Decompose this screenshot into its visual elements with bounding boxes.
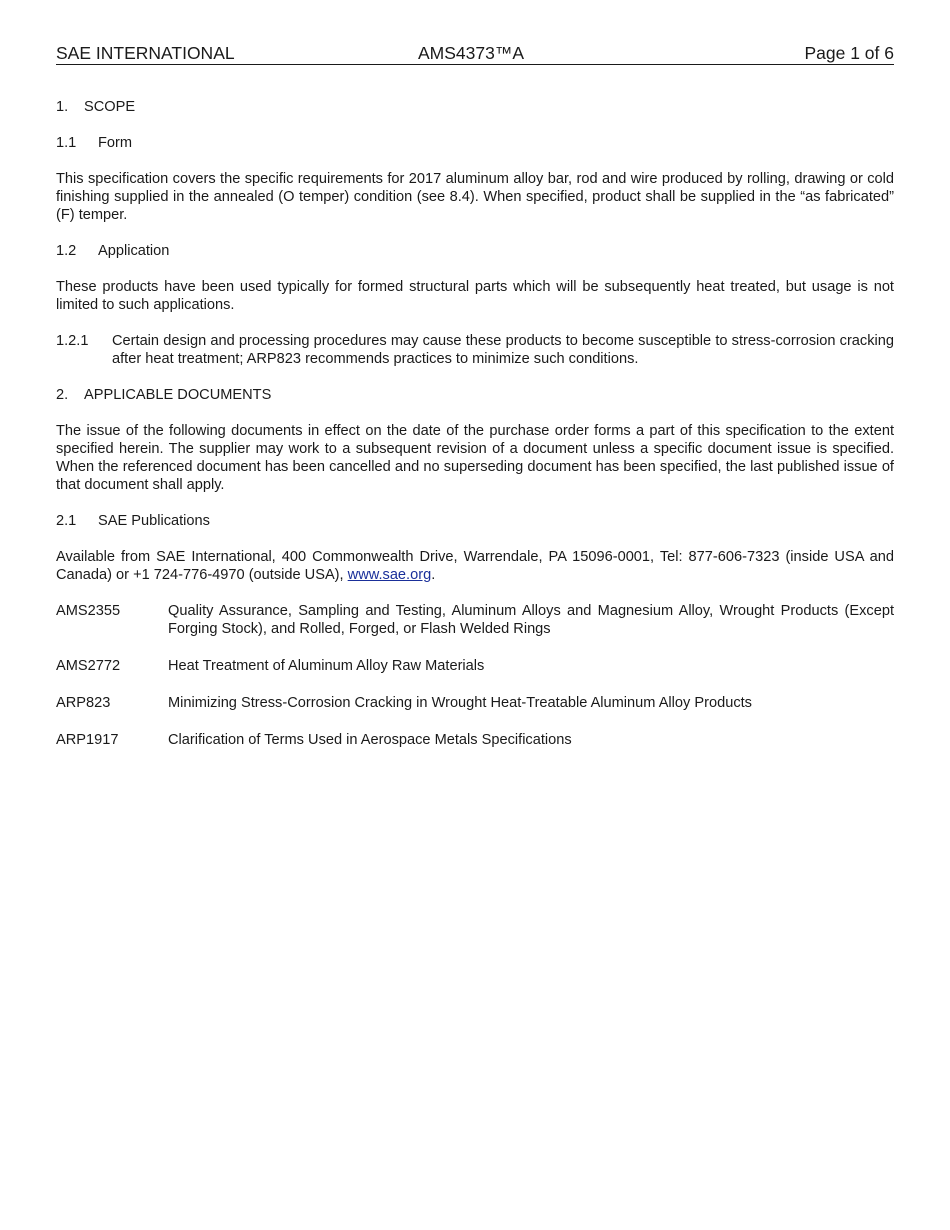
document-page — [56, 0, 894, 1230]
section-note-text: Certain design and processing procedures may cause these products to become susceptible to stress-corrosion cracking after heat treatment; ARP823 recommends practices to minimize such conditions. — [112, 333, 894, 367]
section-form-text: This specification covers the specific requirements for 2017 aluminum alloy bar, rod and wire produced by rolling, drawing or cold finishing supplied in the annealed (O temper) condition (see 8.4). When specified, product shall be supplied in the “as fabricated” (F) temper. — [56, 171, 894, 223]
sae-website-link[interactable]: www.sae.org — [347, 567, 432, 583]
section-title: Application — [98, 243, 170, 259]
section-sae-publications-heading — [56, 512, 894, 530]
section-application-heading — [56, 242, 894, 260]
section-number: 2. — [56, 387, 69, 403]
availability-text: Available from SAE International, 400 Commonwealth Drive, Warrendale, PA 15096-0001, Tel: 877-606-7323 (inside USA and Canada) or +1 724-776-4970 (outside USA), — [56, 549, 894, 583]
reference-item — [56, 602, 894, 638]
section-number: 1. — [56, 99, 69, 115]
section-title: SAE Publications — [98, 513, 210, 529]
reference-list — [56, 602, 894, 749]
section-number: 1.2.1 — [56, 333, 89, 349]
page-header — [56, 43, 894, 65]
section-form-heading — [56, 134, 894, 152]
reference-title: Quality Assurance, Sampling and Testing, Aluminum Alloys and Magnesium Alloy, Wrought Products (Except Forging Stock), and Rolled, Forged, or Flash Welded Rings — [168, 603, 894, 637]
header-document-number: AMS4373™A — [418, 43, 525, 63]
reference-code: AMS2772 — [56, 658, 121, 674]
section-applicable-documents-heading — [56, 386, 894, 404]
section-title: SCOPE — [84, 99, 136, 115]
section-applicable-documents-text: The issue of the following documents in effect on the date of the purchase order forms a part of this specification to the extent specified herein. The supplier may work to a subsequent revision of a document unless a specific document issue is specified. When the referenced document has been cancelled and no superseding document has been specified, the last published issue of that document shall apply. — [56, 423, 894, 493]
reference-title: Heat Treatment of Aluminum Alloy Raw Materials — [168, 658, 485, 674]
reference-code: AMS2355 — [56, 603, 121, 619]
section-sae-publications-text — [56, 548, 894, 584]
section-application-text: These products have been used typically for formed structural parts which will be subsequently heat treated, but usage is not limited to such applications. — [56, 279, 894, 313]
availability-text-end: . — [431, 567, 436, 583]
reference-code: ARP1917 — [56, 732, 119, 748]
reference-code: ARP823 — [56, 695, 111, 711]
reference-title: Clarification of Terms Used in Aerospace Metals Specifications — [168, 732, 572, 748]
header-organization: SAE INTERNATIONAL — [56, 43, 235, 63]
header-page-number: Page 1 of 6 — [804, 43, 894, 63]
reference-item — [56, 657, 894, 675]
section-title: Form — [98, 135, 133, 151]
section-title: APPLICABLE DOCUMENTS — [84, 387, 272, 403]
reference-item — [56, 694, 894, 712]
section-number: 1.2 — [56, 243, 77, 259]
section-application-note — [56, 332, 894, 368]
section-number: 1.1 — [56, 135, 77, 151]
section-scope-heading — [56, 98, 894, 116]
section-number: 2.1 — [56, 513, 77, 529]
reference-item — [56, 731, 894, 749]
reference-title: Minimizing Stress-Corrosion Cracking in Wrought Heat-Treatable Aluminum Alloy Products — [168, 695, 752, 711]
document-body — [56, 98, 894, 768]
